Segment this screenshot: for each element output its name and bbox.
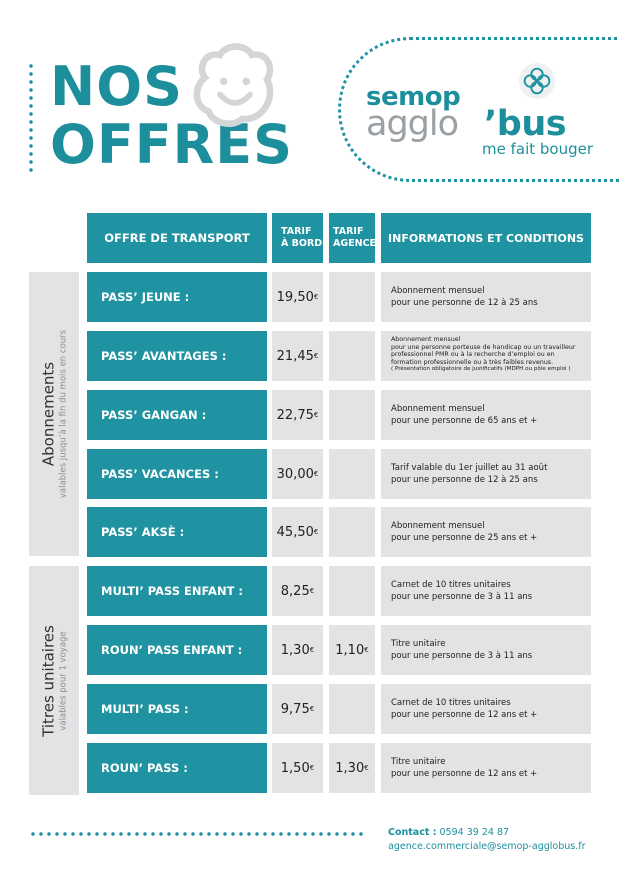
offer-name: PASS’ AKSÈ : [87,507,267,557]
offer-info: Carnet de 10 titres unitaires pour une personne de 3 à 11 ans [381,566,591,616]
table-row [0,390,620,440]
group-sublabel: valables jusqu’à la fin du mois en cours [58,329,69,499]
logo-brand-top: semop [366,82,461,112]
offer-name: ROUN’ PASS ENFANT : [87,625,267,675]
offer-name: PASS’ GANGAN : [87,390,267,440]
logo-brand-bus: ’bus [484,104,567,144]
offer-info: Tarif valable du 1er juillet au 31 août pour une personne de 12 à 25 ans [381,449,591,499]
offer-info: Titre unitaire pour une personne de 12 ans et + [381,743,591,793]
offer-info: Abonnement mensuel pour une personne de 25 ans et + [381,507,591,557]
group-sublabel: valables pour 1 voyage [58,630,69,731]
header-tarif-bord: TARIF À BORD [272,213,323,263]
table-row [0,331,620,381]
offer-name: PASS’ VACANCES : [87,449,267,499]
header-info: INFORMATIONS ET CONDITIONS [381,213,591,263]
tarif-bord: 22,75 € [272,390,323,440]
offer-name: MULTI’ PASS ENFANT : [87,566,267,616]
logo-tagline: me fait bouger [482,140,594,158]
group-label: Titres unitaires [39,624,58,737]
header-tarif-agence: TARIF AGENCE [329,213,375,263]
tarif-agence: 1,30 € [329,743,375,793]
tarif-bord: 19,50 € [272,272,323,322]
decorative-dots-vertical [29,62,33,174]
tarif-agence: 1,10 € [329,625,375,675]
contact-email[interactable]: agence.commerciale@semop-agglobus.fr [388,841,586,853]
tarif-agence [329,507,375,557]
tarif-bord: 8,25 € [272,566,323,616]
tarif-bord: 1,30 € [272,625,323,675]
tarif-bord: 45,50 € [272,507,323,557]
offer-info: Abonnement mensuel pour une personne de 12 à 25 ans [381,272,591,322]
table-row [0,566,620,616]
page-title-line1: NOS [50,55,183,118]
knot-emblem-icon [518,62,556,100]
tarif-agence [329,684,375,734]
table-row [0,507,620,557]
tarif-bord: 21,45 € [272,331,323,381]
contact-label: Contact : [388,827,437,838]
offer-info: Titre unitaire pour une personne de 3 à 11 ans [381,625,591,675]
table-row [0,684,620,734]
contact-block [388,826,585,855]
offer-name: MULTI’ PASS : [87,684,267,734]
smiley-mascot-icon [188,40,282,134]
tarif-agence [329,449,375,499]
table-row [0,625,620,675]
page-title-line2: OFFRES [50,113,294,176]
decorative-dots-horizontal [29,832,363,836]
tarif-bord: 30,00 € [272,449,323,499]
offer-name: PASS’ AVANTAGES : [87,331,267,381]
offer-info: Carnet de 10 titres unitaires pour une personne de 12 ans et + [381,684,591,734]
table-row [0,272,620,322]
offer-info: Abonnement mensuel pour une personne porteuse de handicap ou un travailleur professionnel PMR ou à la recherche d’emploi ou en formation professionnelle ou à très faibles revenus. ( Présentation obligatoire de justificatifs (MDPH ou pôle emploi ) [381,331,591,381]
tarif-bord: 9,75 € [272,684,323,734]
offer-info: Abonnement mensuel pour une personne de 65 ans et + [381,390,591,440]
tarif-agence [329,390,375,440]
tarif-agence [329,272,375,322]
group-label: Abonnements [39,361,58,467]
offer-name: ROUN’ PASS : [87,743,267,793]
tarif-bord: 1,50 € [272,743,323,793]
contact-phone[interactable]: 0594 39 24 87 [439,827,510,838]
table-row [0,743,620,793]
tarif-agence [329,566,375,616]
tarif-agence [329,331,375,381]
logo-brand-agglo: agglo [366,104,459,144]
table-row [0,449,620,499]
offer-name: PASS’ JEUNE : [87,272,267,322]
header-offer: OFFRE DE TRANSPORT [87,213,267,263]
